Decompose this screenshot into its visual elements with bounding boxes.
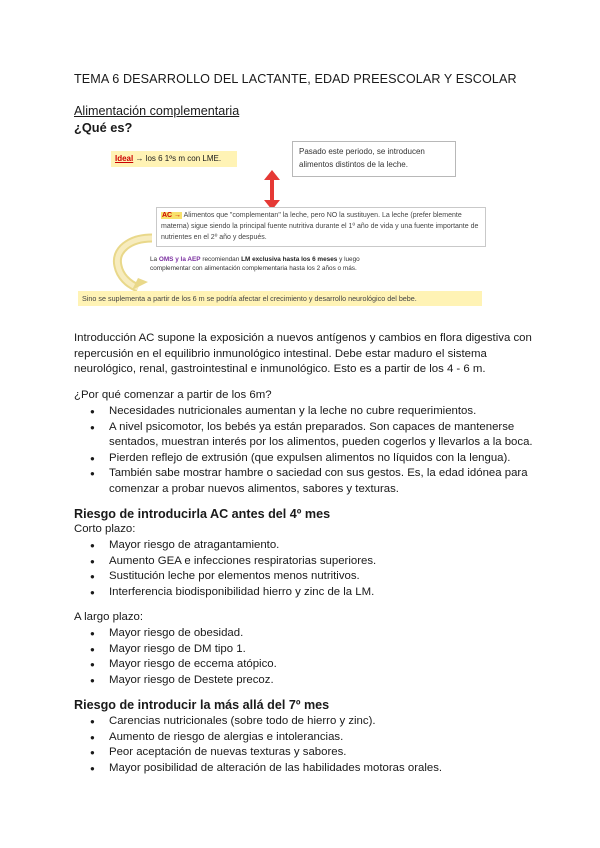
ideal-box — [111, 151, 237, 167]
long-term-list — [74, 626, 536, 688]
oms-keyword: OMS y la AEP — [158, 256, 201, 263]
double-arrow-icon — [262, 170, 282, 210]
list-item: ● Pierden reflejo de extrusión (que expulsen alimentos no líquidos con la lengua). — [74, 451, 536, 467]
risk-after-heading: Riesgo de introducir la más allá del 7º mes — [74, 698, 330, 712]
list-item: ● Mayor riesgo de atragantamiento. — [74, 538, 536, 554]
list-item: ● Mayor riesgo de obesidad. — [74, 626, 536, 642]
list-item: ● Carencias nutricionales (sobre todo de hierro y zinc). — [74, 714, 536, 730]
after-list — [74, 714, 536, 776]
why-question: ¿Por qué comenzar a partir de los 6m? — [74, 389, 272, 401]
sino-warning-box: Sino se suplementa a partir de los 6 m se podría afectar el crecimiento y desarrollo neurológico del bebe. — [78, 291, 482, 306]
short-term-label: Corto plazo: — [74, 523, 136, 535]
question-heading: ¿Qué es? — [74, 120, 133, 135]
pasado-box: Pasado este periodo, se introducen alimentos distintos de la leche. — [292, 141, 456, 177]
oms-rest: y luego complementar con alimentación complementaria hasta los 2 años o más. — [150, 256, 360, 272]
short-term-list — [74, 538, 536, 600]
ac-definition-box — [156, 207, 486, 247]
list-item: ● Aumento de riesgo de alergias e intolerancias. — [74, 730, 536, 746]
list-item: ● Mayor posibilidad de alteración de las habilidades motoras orales. — [74, 761, 536, 777]
list-item: ● Aumento GEA e infecciones respiratorias superiores. — [74, 554, 536, 570]
list-item: ● Mayor riesgo de Destete precoz. — [74, 673, 536, 689]
list-item: ● Sustitución leche por elementos menos nutritivos. — [74, 569, 536, 585]
list-item: ● Peor aceptación de nuevas texturas y sabores. — [74, 745, 536, 761]
list-item: ● También sabe mostrar hambre o saciedad con sus gestos. Es, la edad idónea para comenzar a probar nuevos alimentos, sabores y texturas. — [74, 466, 536, 497]
oms-bold: LM exclusiva hasta los 6 meses — [241, 256, 338, 263]
ac-text: Alimentos que "complementan" la leche, pero NO la sustituyen. La leche (prefer blemente materna) sigue siendo la principal fuente nutritiva durante el 1º año de vida y una fuente importante de nutrientes en el 2º año y después. — [161, 212, 479, 241]
document-title: TEMA 6 DESARROLLO DEL LACTANTE, EDAD PREESCOLAR Y ESCOLAR — [74, 72, 517, 86]
list-item: ● Necesidades nutricionales aumentan y la leche no cubre requerimientos. — [74, 404, 536, 420]
intro-paragraph: Introducción AC supone la exposición a nuevos antígenos y cambios en flora digestiva con repercusión en el equilibrio inmunológico intestinal. Debe estar maduro el sistema neurológico, renal, gastrointestinal e inmunológico. Esto es a partir de los 4 - 6 m. — [74, 332, 532, 375]
oms-mid: recomiendan — [200, 256, 242, 263]
oms-prefix: La — [150, 256, 159, 263]
why-list — [74, 404, 536, 497]
section-title: Alimentación complementaria — [74, 104, 240, 118]
risk-before-heading: Riesgo de introducirla AC antes del 4º mes — [74, 507, 331, 521]
ideal-keyword: Ideal — [115, 154, 134, 163]
ac-keyword: AC → — [162, 212, 182, 219]
list-item: ● Interferencia biodisponibilidad hierro y zinc de la LM. — [74, 585, 536, 601]
ideal-text: → los 6 1ºs m con LME. — [133, 154, 222, 163]
long-term-label: A largo plazo: — [74, 611, 144, 623]
oms-recommendation — [150, 255, 372, 289]
list-item: ● A nivel psicomotor, los bebés ya están preparados. Son capaces de mantenerse sentados, muestran interés por los alimentos, pueden cogerlos y llevarlos a la boca. — [74, 420, 536, 451]
list-item: ● Mayor riesgo de DM tipo 1. — [74, 642, 536, 658]
list-item: ● Mayor riesgo de eccema atópico. — [74, 657, 536, 673]
